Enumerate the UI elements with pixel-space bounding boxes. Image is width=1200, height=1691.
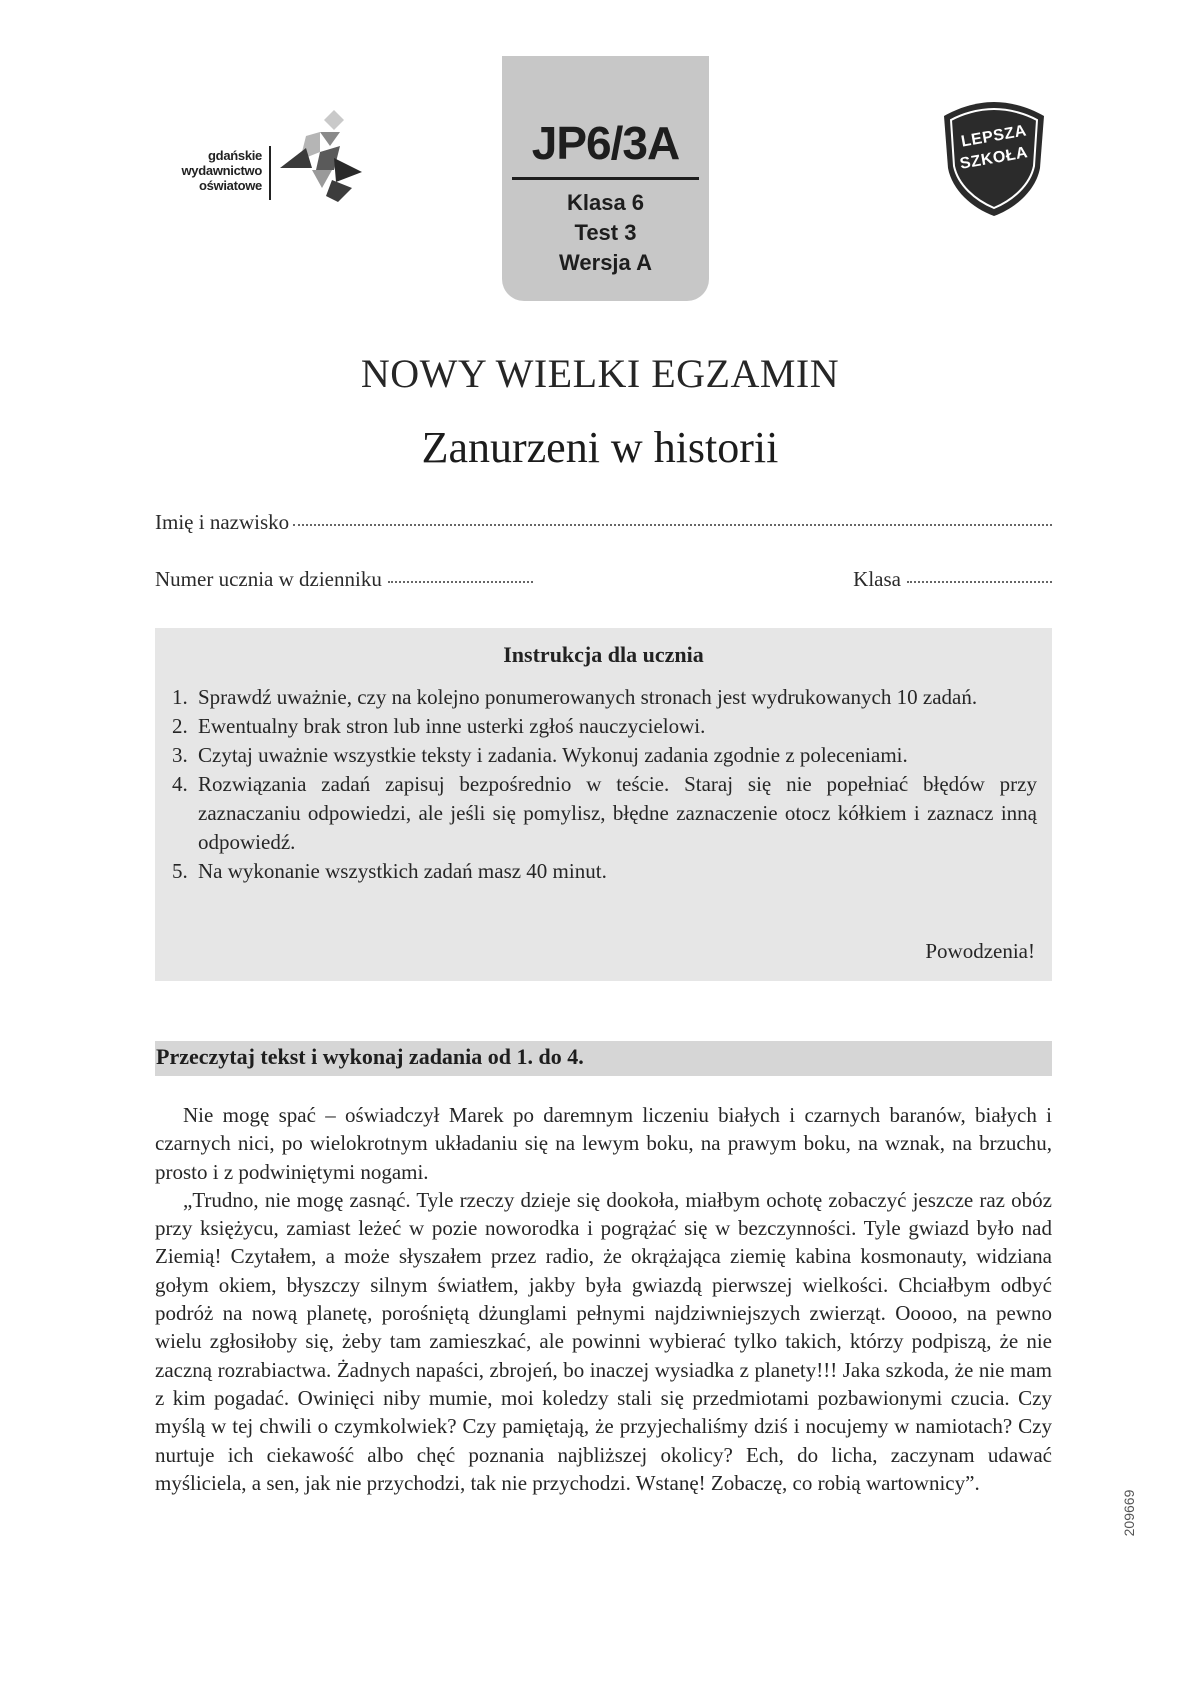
section-heading: Przeczytaj tekst i wykonaj zadania od 1. do 4. — [156, 1044, 584, 1069]
instruction-text: Rozwiązania zadań zapisuj bezpośrednio w teście. Staraj się nie popełniać błędów przy zaznaczaniu odpowiedzi, ale jeśli się pomylisz, błędne zaznaczenie otocz kółkiem i zaznacz inną odpowiedź. — [198, 772, 1037, 854]
name-field-label: Imię i nazwisko — [155, 510, 290, 534]
instruction-heading: Instrukcja dla ucznia — [503, 642, 704, 667]
test-code-panel — [502, 56, 709, 301]
instruction-item — [172, 683, 1037, 712]
publisher-divider — [269, 146, 271, 200]
instruction-number: 4. — [172, 772, 188, 796]
instruction-number: 2. — [172, 714, 188, 738]
document-id: 209669 — [1121, 1489, 1137, 1537]
version-label: Wersja A — [559, 250, 652, 275]
passage-paragraph: Nie mogę spać – oświadczył Marek po daremnym liczeniu białych i czarnych baranów, białych i czarnych nici, po wielokrotnym układaniu się na lewym boku, na prawym boku, na wznak, na brzuchu, prosto i z podwiniętymi nogami. — [155, 1103, 1052, 1184]
test-number-label: Test 3 — [574, 220, 637, 245]
instruction-text: Sprawdź uważnie, czy na kolejno ponumerowanych stronach jest wydrukowanych 10 zadań. — [198, 685, 978, 709]
publisher-name-line: gdańskie — [208, 148, 262, 163]
class-label: Klasa 6 — [566, 190, 645, 215]
code-divider — [512, 177, 699, 180]
tangram-figure-icon — [276, 110, 376, 202]
instruction-text: Czytaj uważnie wszystkie teksty i zadania. Wykonuj zadania zgodnie z poleceniami. — [198, 743, 908, 767]
instruction-number: 5. — [172, 859, 188, 883]
student-number-line[interactable] — [388, 581, 533, 583]
test-code: JP6/3A — [531, 117, 680, 169]
series-title: NOWY WIELKI EGZAMIN — [360, 351, 840, 396]
student-number-label: Numer ucznia w dzienniku — [155, 567, 382, 591]
lepsza-szkola-badge — [942, 100, 1046, 218]
test-title: Zanurzeni w historii — [421, 423, 779, 472]
publisher-logo — [150, 110, 380, 210]
instruction-item — [172, 712, 1037, 741]
reading-passage — [155, 1101, 1052, 1497]
instruction-number: 3. — [172, 743, 188, 767]
badge-text-line: SZKOŁA — [958, 144, 1030, 173]
number-class-row — [155, 567, 1052, 592]
closing-wish: Powodzenia! — [925, 939, 1035, 963]
name-field — [155, 510, 1052, 535]
class-field — [853, 567, 1052, 592]
class-field-label: Klasa — [853, 567, 901, 591]
instruction-box — [155, 628, 1052, 981]
publisher-name-line: wydawnictwo — [181, 163, 262, 178]
instruction-number: 1. — [172, 685, 188, 709]
instruction-item — [172, 857, 1037, 886]
publisher-name-line: oświatowe — [198, 178, 262, 193]
badge-text-line: LEPSZA — [959, 122, 1028, 151]
instruction-item — [172, 770, 1037, 857]
section-heading-bar — [155, 1041, 1052, 1076]
instruction-item — [172, 741, 1037, 770]
class-field-line[interactable] — [907, 581, 1052, 583]
passage-paragraph: „Trudno, nie mogę zasnąć. Tyle rzeczy dzieje się dookoła, miałbym ochotę zobaczyć jeszcze raz obóz przy księżycu, zamiast leżeć w pozie noworodka i pogrążać się w bezczynności. Tyle gwiazd było nad Ziemią! Czytałem, a może słyszałem przez radio, że okrążająca ziemię kabina kosmonauty, widziana gołym okiem, błyszczy silnym światłem, jakby była gwiazdą pierwszej wielkości. Chciałbym odbyć podróż na nową planetę, porośniętą dżunglami pełnymi najdziwniejszych zwierząt. Ooooo, na pewno wielu zgłosiłoby się, żeby tam zamieszkać, ale powinni wybierać tylko takich, którzy podpiszą, że nie zaczną rozrabiactwa. Żadnych napaści, zbrojeń, bo inaczej wysiadka z planety!!! Jaka szkoda, że nie mam z kim pogadać. Owinięci niby mumie, moi koledzy stali się przedmiotami pozbawionymi czucia. Czy myślą w tej chwili o czymkolwiek? Czy pamiętają, że przyjechaliśmy dziś i nocujemy w namiotach? Czy nurtuje ich ciekawość albo chęć poznania najbliższej okolicy? Ech, do licha, zaczynam udawać myśliciela, a sen, jak nie przychodzi, tak nie przychodzi. Wstanę! Zobaczę, co robią wartownicy”. — [155, 1187, 1052, 1495]
instruction-list — [172, 683, 1037, 886]
publisher-name — [150, 148, 262, 193]
name-field-line[interactable] — [293, 524, 1052, 526]
instruction-text: Na wykonanie wszystkich zadań masz 40 minut. — [198, 859, 607, 883]
student-number-field — [155, 567, 533, 592]
instruction-text: Ewentualny brak stron lub inne usterki zgłoś nauczycielowi. — [198, 714, 706, 738]
